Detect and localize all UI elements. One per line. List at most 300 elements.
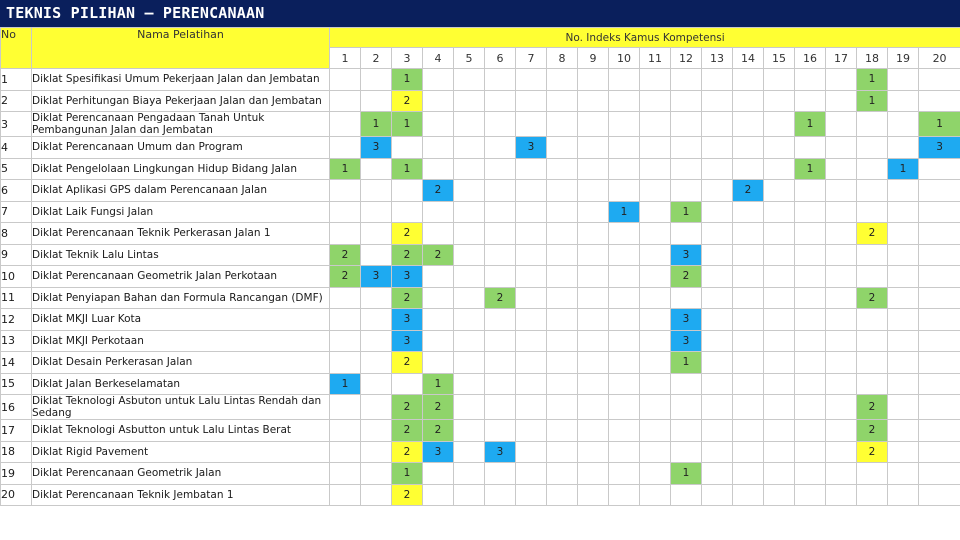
column-header-18: 18 <box>857 48 888 69</box>
empty-cell <box>919 158 960 180</box>
index-cell-2: 3 <box>361 266 392 288</box>
row-number: 19 <box>1 463 32 485</box>
empty-cell <box>733 395 764 420</box>
empty-cell <box>919 69 960 91</box>
table-row <box>1 69 960 91</box>
column-header-11: 11 <box>640 48 671 69</box>
empty-cell <box>454 244 485 266</box>
empty-cell <box>671 223 702 245</box>
table-row <box>1 484 960 506</box>
empty-cell <box>547 201 578 223</box>
index-cell-3: 2 <box>392 352 423 374</box>
index-cell-18: 1 <box>857 69 888 91</box>
empty-cell <box>826 180 857 202</box>
index-cell-3: 2 <box>392 395 423 420</box>
empty-cell <box>485 137 516 159</box>
empty-cell <box>733 463 764 485</box>
empty-cell <box>640 484 671 506</box>
empty-cell <box>578 137 609 159</box>
row-number: 18 <box>1 441 32 463</box>
empty-cell <box>361 352 392 374</box>
column-header-15: 15 <box>764 48 795 69</box>
training-name: Diklat Perhitungan Biaya Pekerjaan Jalan dan Jembatan <box>32 90 330 112</box>
column-header-6: 6 <box>485 48 516 69</box>
empty-cell <box>702 330 733 352</box>
empty-cell <box>640 90 671 112</box>
index-cell-3: 3 <box>392 330 423 352</box>
empty-cell <box>547 90 578 112</box>
empty-cell <box>733 330 764 352</box>
empty-cell <box>640 223 671 245</box>
index-cell-16: 1 <box>795 158 826 180</box>
empty-cell <box>919 352 960 374</box>
empty-cell <box>795 484 826 506</box>
empty-cell <box>578 309 609 331</box>
empty-cell <box>640 287 671 309</box>
empty-cell <box>516 373 547 395</box>
row-number: 11 <box>1 287 32 309</box>
empty-cell <box>919 90 960 112</box>
index-cell-12: 2 <box>671 266 702 288</box>
empty-cell <box>330 463 361 485</box>
empty-cell <box>795 420 826 442</box>
index-cell-4: 2 <box>423 180 454 202</box>
empty-cell <box>485 330 516 352</box>
empty-cell <box>826 244 857 266</box>
empty-cell <box>516 266 547 288</box>
empty-cell <box>857 463 888 485</box>
empty-cell <box>919 201 960 223</box>
empty-cell <box>547 420 578 442</box>
empty-cell <box>485 201 516 223</box>
empty-cell <box>857 309 888 331</box>
empty-cell <box>733 287 764 309</box>
row-number: 4 <box>1 137 32 159</box>
empty-cell <box>485 69 516 91</box>
empty-cell <box>330 137 361 159</box>
empty-cell <box>671 395 702 420</box>
training-name: Diklat Jalan Berkeselamatan <box>32 373 330 395</box>
empty-cell <box>578 158 609 180</box>
empty-cell <box>485 463 516 485</box>
empty-cell <box>485 223 516 245</box>
empty-cell <box>423 287 454 309</box>
empty-cell <box>733 137 764 159</box>
index-cell-1: 1 <box>330 373 361 395</box>
empty-cell <box>764 201 795 223</box>
row-number: 16 <box>1 395 32 420</box>
index-cell-3: 2 <box>392 244 423 266</box>
empty-cell <box>764 69 795 91</box>
empty-cell <box>516 463 547 485</box>
index-cell-3: 2 <box>392 90 423 112</box>
table-row <box>1 201 960 223</box>
index-cell-4: 2 <box>423 244 454 266</box>
empty-cell <box>671 373 702 395</box>
empty-cell <box>640 112 671 137</box>
empty-cell <box>361 463 392 485</box>
empty-cell <box>454 180 485 202</box>
empty-cell <box>702 137 733 159</box>
column-header-16: 16 <box>795 48 826 69</box>
empty-cell <box>826 463 857 485</box>
empty-cell <box>640 441 671 463</box>
empty-cell <box>485 90 516 112</box>
empty-cell <box>609 137 640 159</box>
empty-cell <box>516 223 547 245</box>
index-cell-3: 3 <box>392 309 423 331</box>
empty-cell <box>826 201 857 223</box>
row-number: 12 <box>1 309 32 331</box>
empty-cell <box>702 352 733 374</box>
empty-cell <box>888 90 919 112</box>
empty-cell <box>826 352 857 374</box>
index-cell-12: 1 <box>671 463 702 485</box>
table-row <box>1 373 960 395</box>
empty-cell <box>609 158 640 180</box>
empty-cell <box>764 395 795 420</box>
empty-cell <box>640 158 671 180</box>
column-header-5: 5 <box>454 48 485 69</box>
index-cell-20: 1 <box>919 112 960 137</box>
empty-cell <box>764 287 795 309</box>
empty-cell <box>361 441 392 463</box>
empty-cell <box>919 395 960 420</box>
empty-cell <box>330 309 361 331</box>
empty-cell <box>888 201 919 223</box>
empty-cell <box>764 420 795 442</box>
empty-cell <box>764 244 795 266</box>
index-cell-6: 3 <box>485 441 516 463</box>
empty-cell <box>454 373 485 395</box>
empty-cell <box>454 158 485 180</box>
empty-cell <box>919 287 960 309</box>
training-name: Diklat Aplikasi GPS dalam Perencanaan Jalan <box>32 180 330 202</box>
empty-cell <box>919 244 960 266</box>
empty-cell <box>423 69 454 91</box>
empty-cell <box>547 266 578 288</box>
empty-cell <box>826 373 857 395</box>
empty-cell <box>764 112 795 137</box>
empty-cell <box>330 441 361 463</box>
empty-cell <box>857 244 888 266</box>
index-cell-20: 3 <box>919 137 960 159</box>
empty-cell <box>361 484 392 506</box>
empty-cell <box>516 69 547 91</box>
empty-cell <box>516 309 547 331</box>
row-number: 9 <box>1 244 32 266</box>
empty-cell <box>671 90 702 112</box>
empty-cell <box>888 395 919 420</box>
empty-cell <box>640 330 671 352</box>
empty-cell <box>578 330 609 352</box>
empty-cell <box>330 180 361 202</box>
empty-cell <box>888 484 919 506</box>
training-name: Diklat MKJI Luar Kota <box>32 309 330 331</box>
empty-cell <box>795 330 826 352</box>
row-number: 10 <box>1 266 32 288</box>
empty-cell <box>454 309 485 331</box>
empty-cell <box>826 158 857 180</box>
row-number: 6 <box>1 180 32 202</box>
empty-cell <box>826 69 857 91</box>
empty-cell <box>702 244 733 266</box>
empty-cell <box>702 180 733 202</box>
index-cell-3: 2 <box>392 420 423 442</box>
empty-cell <box>454 266 485 288</box>
index-cell-16: 1 <box>795 112 826 137</box>
empty-cell <box>361 395 392 420</box>
empty-cell <box>702 441 733 463</box>
empty-cell <box>764 266 795 288</box>
empty-cell <box>454 330 485 352</box>
column-header-13: 13 <box>702 48 733 69</box>
empty-cell <box>578 441 609 463</box>
empty-cell <box>888 287 919 309</box>
empty-cell <box>640 395 671 420</box>
empty-cell <box>609 90 640 112</box>
empty-cell <box>330 352 361 374</box>
empty-cell <box>764 463 795 485</box>
empty-cell <box>795 395 826 420</box>
empty-cell <box>764 158 795 180</box>
empty-cell <box>485 158 516 180</box>
empty-cell <box>733 69 764 91</box>
empty-cell <box>702 420 733 442</box>
empty-cell <box>361 373 392 395</box>
empty-cell <box>857 484 888 506</box>
empty-cell <box>888 441 919 463</box>
table-row <box>1 420 960 442</box>
index-cell-14: 2 <box>733 180 764 202</box>
empty-cell <box>671 484 702 506</box>
table-row <box>1 463 960 485</box>
index-cell-3: 2 <box>392 287 423 309</box>
column-header-1: 1 <box>330 48 361 69</box>
row-number: 13 <box>1 330 32 352</box>
empty-cell <box>578 287 609 309</box>
empty-cell <box>857 352 888 374</box>
index-cell-3: 2 <box>392 484 423 506</box>
empty-cell <box>671 180 702 202</box>
empty-cell <box>578 201 609 223</box>
row-number: 15 <box>1 373 32 395</box>
index-cell-1: 1 <box>330 158 361 180</box>
empty-cell <box>361 201 392 223</box>
column-header-8: 8 <box>547 48 578 69</box>
index-cell-12: 3 <box>671 309 702 331</box>
empty-cell <box>361 90 392 112</box>
page-title: TEKNIS PILIHAN – PERENCANAAN <box>0 0 960 27</box>
column-header-9: 9 <box>578 48 609 69</box>
empty-cell <box>609 69 640 91</box>
empty-cell <box>702 309 733 331</box>
empty-cell <box>485 180 516 202</box>
empty-cell <box>547 287 578 309</box>
empty-cell <box>361 180 392 202</box>
row-number: 5 <box>1 158 32 180</box>
index-cell-19: 1 <box>888 158 919 180</box>
column-header-4: 4 <box>423 48 454 69</box>
empty-cell <box>423 330 454 352</box>
empty-cell <box>485 420 516 442</box>
empty-cell <box>578 244 609 266</box>
empty-cell <box>795 309 826 331</box>
empty-cell <box>795 373 826 395</box>
index-cell-1: 2 <box>330 244 361 266</box>
empty-cell <box>485 373 516 395</box>
empty-cell <box>578 463 609 485</box>
empty-cell <box>330 420 361 442</box>
row-number: 3 <box>1 112 32 137</box>
empty-cell <box>485 484 516 506</box>
column-header-7: 7 <box>516 48 547 69</box>
empty-cell <box>454 484 485 506</box>
empty-cell <box>702 287 733 309</box>
row-number: 1 <box>1 69 32 91</box>
empty-cell <box>330 484 361 506</box>
empty-cell <box>733 201 764 223</box>
empty-cell <box>888 373 919 395</box>
empty-cell <box>361 223 392 245</box>
empty-cell <box>609 463 640 485</box>
column-header-3: 3 <box>392 48 423 69</box>
empty-cell <box>671 69 702 91</box>
empty-cell <box>857 180 888 202</box>
empty-cell <box>454 223 485 245</box>
empty-cell <box>919 463 960 485</box>
empty-cell <box>609 266 640 288</box>
index-cell-4: 1 <box>423 373 454 395</box>
table-row <box>1 309 960 331</box>
empty-cell <box>702 463 733 485</box>
empty-cell <box>547 180 578 202</box>
empty-cell <box>423 352 454 374</box>
empty-cell <box>454 352 485 374</box>
empty-cell <box>578 352 609 374</box>
empty-cell <box>857 201 888 223</box>
empty-cell <box>764 137 795 159</box>
empty-cell <box>423 158 454 180</box>
empty-cell <box>361 309 392 331</box>
empty-cell <box>609 484 640 506</box>
empty-cell <box>888 309 919 331</box>
empty-cell <box>578 484 609 506</box>
index-cell-12: 3 <box>671 330 702 352</box>
empty-cell <box>733 352 764 374</box>
empty-cell <box>392 180 423 202</box>
empty-cell <box>764 373 795 395</box>
empty-cell <box>826 420 857 442</box>
empty-cell <box>733 112 764 137</box>
empty-cell <box>857 373 888 395</box>
empty-cell <box>733 244 764 266</box>
empty-cell <box>764 309 795 331</box>
empty-cell <box>547 244 578 266</box>
empty-cell <box>640 69 671 91</box>
empty-cell <box>423 309 454 331</box>
index-cell-10: 1 <box>609 201 640 223</box>
empty-cell <box>485 266 516 288</box>
empty-cell <box>516 287 547 309</box>
training-name: Diklat Rigid Pavement <box>32 441 330 463</box>
empty-cell <box>361 330 392 352</box>
empty-cell <box>919 373 960 395</box>
empty-cell <box>330 395 361 420</box>
empty-cell <box>330 201 361 223</box>
empty-cell <box>423 112 454 137</box>
empty-cell <box>454 441 485 463</box>
empty-cell <box>795 223 826 245</box>
empty-cell <box>888 420 919 442</box>
column-header-20: 20 <box>919 48 960 69</box>
empty-cell <box>733 266 764 288</box>
empty-cell <box>702 266 733 288</box>
empty-cell <box>671 158 702 180</box>
empty-cell <box>454 420 485 442</box>
header-index-group: No. Indeks Kamus Kompetensi <box>330 28 960 48</box>
empty-cell <box>578 266 609 288</box>
index-cell-4: 3 <box>423 441 454 463</box>
empty-cell <box>733 309 764 331</box>
empty-cell <box>547 395 578 420</box>
empty-cell <box>361 244 392 266</box>
empty-cell <box>764 180 795 202</box>
empty-cell <box>330 112 361 137</box>
empty-cell <box>454 395 485 420</box>
table-row <box>1 330 960 352</box>
index-cell-7: 3 <box>516 137 547 159</box>
empty-cell <box>919 180 960 202</box>
empty-cell <box>795 463 826 485</box>
empty-cell <box>609 373 640 395</box>
empty-cell <box>547 441 578 463</box>
empty-cell <box>392 373 423 395</box>
training-name: Diklat Teknologi Asbutton untuk Lalu Lintas Berat <box>32 420 330 442</box>
empty-cell <box>423 201 454 223</box>
empty-cell <box>547 463 578 485</box>
table-row <box>1 395 960 420</box>
competency-table <box>0 27 960 506</box>
empty-cell <box>826 484 857 506</box>
empty-cell <box>547 309 578 331</box>
training-name: Diklat Perencanaan Teknik Perkerasan Jalan 1 <box>32 223 330 245</box>
empty-cell <box>888 266 919 288</box>
empty-cell <box>640 420 671 442</box>
index-cell-18: 2 <box>857 420 888 442</box>
table-row <box>1 180 960 202</box>
index-cell-4: 2 <box>423 395 454 420</box>
empty-cell <box>888 330 919 352</box>
training-name: Diklat Perencanaan Geometrik Jalan <box>32 463 330 485</box>
column-header-12: 12 <box>671 48 702 69</box>
empty-cell <box>454 69 485 91</box>
table-row <box>1 90 960 112</box>
training-name: Diklat Perencanaan Teknik Jembatan 1 <box>32 484 330 506</box>
index-cell-3: 2 <box>392 223 423 245</box>
index-cell-18: 1 <box>857 90 888 112</box>
empty-cell <box>454 463 485 485</box>
index-cell-18: 2 <box>857 223 888 245</box>
empty-cell <box>640 201 671 223</box>
empty-cell <box>888 223 919 245</box>
empty-cell <box>764 90 795 112</box>
empty-cell <box>392 201 423 223</box>
header-name: Nama Pelatihan <box>32 28 330 69</box>
empty-cell <box>547 137 578 159</box>
empty-cell <box>547 158 578 180</box>
empty-cell <box>671 112 702 137</box>
